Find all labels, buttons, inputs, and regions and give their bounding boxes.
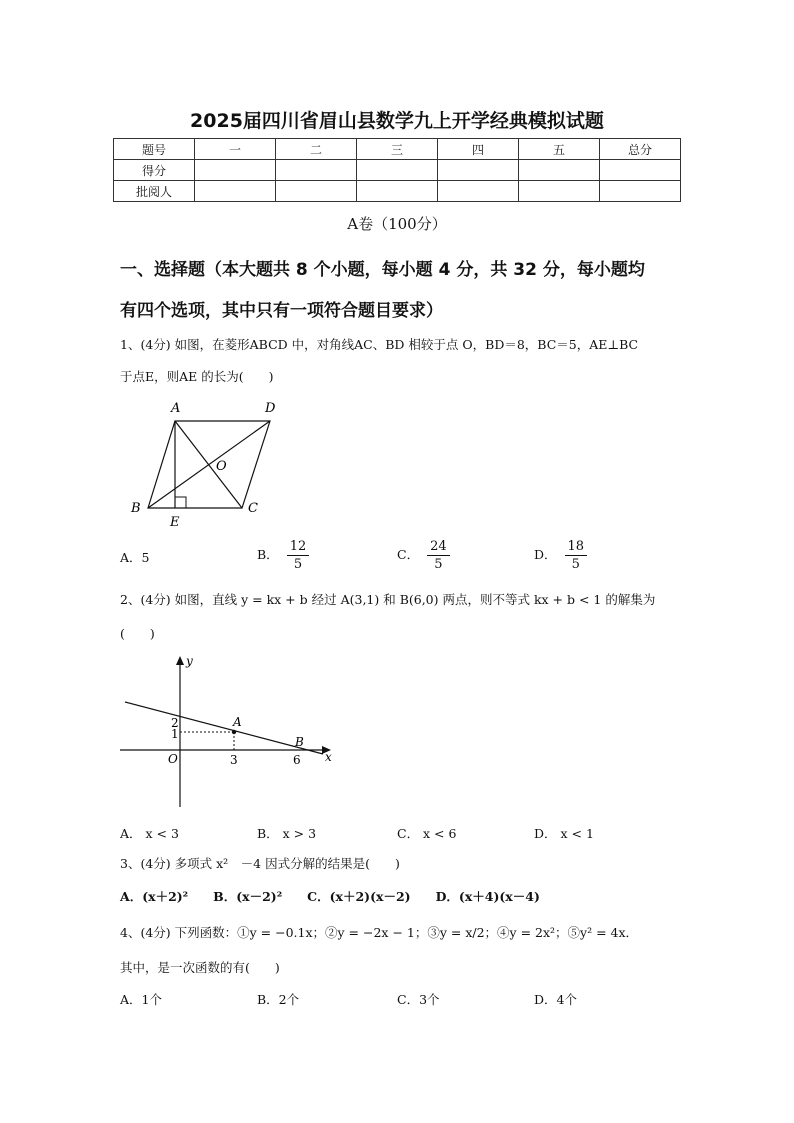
y-tick-1: 1 (171, 727, 179, 741)
q1-stem-line2: 于点E，则AE 的长为( ) (120, 369, 274, 384)
point-b-label: B (295, 735, 304, 749)
score-cell (438, 160, 519, 181)
q1-stem-line1: 1、(4分) 如图，在菱形ABCD 中，对角线AC、BD 相较于点 O，BD＝8，BC＝5，AE⊥BC (120, 337, 639, 352)
point-a (232, 730, 236, 734)
q2-stem-line1: 2、(4分) 如图，直线 y = kx + b 经过 A(3,1) 和 B(6,0) 两点，则不等式 kx + b < 1 的解集为 (120, 592, 656, 607)
q4-choice-c[interactable]: C．3个 (397, 992, 440, 1007)
origin-label: O (168, 752, 178, 766)
q2-choice-c[interactable]: C． x < 6 (397, 826, 457, 841)
score-cell (600, 160, 681, 181)
q1-choice-c[interactable] (397, 538, 450, 573)
q4-choice-a[interactable]: A．1个 (120, 992, 162, 1007)
numerator: 24 (427, 538, 450, 556)
score-header-cell: 四 (438, 139, 519, 160)
score-cell (519, 160, 600, 181)
score-cell (276, 181, 357, 202)
page-title: 2025届四川省眉山县数学九上开学经典模拟试题 (190, 110, 604, 132)
q3-choices[interactable]: A．(x＋2)² B．(x－2)² C．(x＋2)(x－2) D．(x＋4)(x－4) (120, 889, 540, 904)
choice-label: D． (534, 547, 557, 562)
q1-choice-b[interactable] (257, 538, 309, 573)
diagonal-bd (148, 421, 270, 508)
y-tick-2: 2 (171, 716, 179, 730)
denominator: 5 (293, 557, 303, 572)
denominator: 5 (434, 557, 443, 572)
numerator: 18 (565, 538, 588, 556)
q3-stem: 3、(4分) 多项式 x² －4 因式分解的结果是( ) (120, 856, 400, 871)
q1-choice-a[interactable] (120, 548, 149, 566)
q2-choice-b[interactable]: B． x > 3 (257, 826, 317, 841)
q4-choice-b[interactable]: B．2个 (257, 992, 300, 1007)
numerator: 12 (287, 538, 310, 556)
q4-stem-line1: 4、(4分) 下列函数：①y = −0.1x；②y = −2x − 1；③y = x/2；④y = 2x²；⑤y² = 4x． (120, 925, 639, 940)
q2-choices (120, 824, 680, 844)
part1-heading-line2: 有四个选项，其中只有一项符合题目要求） (120, 301, 443, 321)
score-header-cell: 五 (519, 139, 600, 160)
x-axis-label: x (325, 750, 332, 764)
score-header-cell: 二 (276, 139, 357, 160)
x-tick-3: 3 (230, 753, 238, 767)
score-table-header-row (114, 139, 681, 160)
score-header-cell: 三 (357, 139, 438, 160)
score-header-cell: 总分 (600, 139, 681, 160)
score-cell (519, 181, 600, 202)
score-table (113, 138, 681, 202)
score-table-row (114, 160, 681, 181)
fraction (427, 538, 450, 573)
score-row-label: 批阅人 (114, 181, 195, 202)
fraction (565, 538, 588, 573)
q4-stem-line2: 其中，是一次函数的有( ) (120, 960, 280, 975)
q1-choice-d[interactable] (534, 538, 587, 573)
choice-label: B． (257, 547, 279, 562)
choice-label: A．5 (120, 550, 150, 565)
label-e: E (170, 515, 180, 530)
y-axis-arrow (176, 656, 184, 665)
label-a: A (171, 401, 181, 416)
q1-rhombus-figure (125, 397, 285, 532)
fraction (287, 538, 310, 573)
q2-line-graph (118, 650, 343, 810)
score-cell (438, 181, 519, 202)
right-angle-mark (175, 497, 186, 508)
q4-choices (120, 990, 680, 1010)
score-row-label: 得分 (114, 160, 195, 181)
line-kx-plus-b (125, 702, 323, 754)
x-tick-6: 6 (293, 753, 301, 767)
label-b: B (131, 501, 141, 516)
score-cell (276, 160, 357, 181)
score-cell (600, 181, 681, 202)
score-header-cell: 一 (195, 139, 276, 160)
q1-choices (120, 538, 680, 578)
label-c: C (248, 501, 258, 516)
y-axis-label: y (186, 654, 193, 668)
score-cell (195, 160, 276, 181)
choice-label: C． (397, 547, 420, 562)
score-cell (195, 181, 276, 202)
score-table-row (114, 181, 681, 202)
q2-choice-a[interactable]: A． x < 3 (120, 826, 179, 841)
label-o: O (216, 459, 227, 474)
score-header-cell: 题号 (114, 139, 195, 160)
part1-heading-line1: 一、选择题（本大题共 8 个小题，每小题 4 分，共 32 分，每小题均 (120, 260, 645, 280)
q4-choice-d[interactable]: D．4个 (534, 992, 577, 1007)
score-cell (357, 160, 438, 181)
denominator: 5 (571, 557, 580, 572)
q2-choice-d[interactable]: D． x < 1 (534, 826, 594, 841)
section-a-title: A卷（100分） (347, 215, 447, 233)
point-a-label: A (233, 715, 242, 729)
score-cell (357, 181, 438, 202)
label-d: D (265, 401, 276, 416)
q2-stem-line2: ( ) (120, 626, 155, 641)
